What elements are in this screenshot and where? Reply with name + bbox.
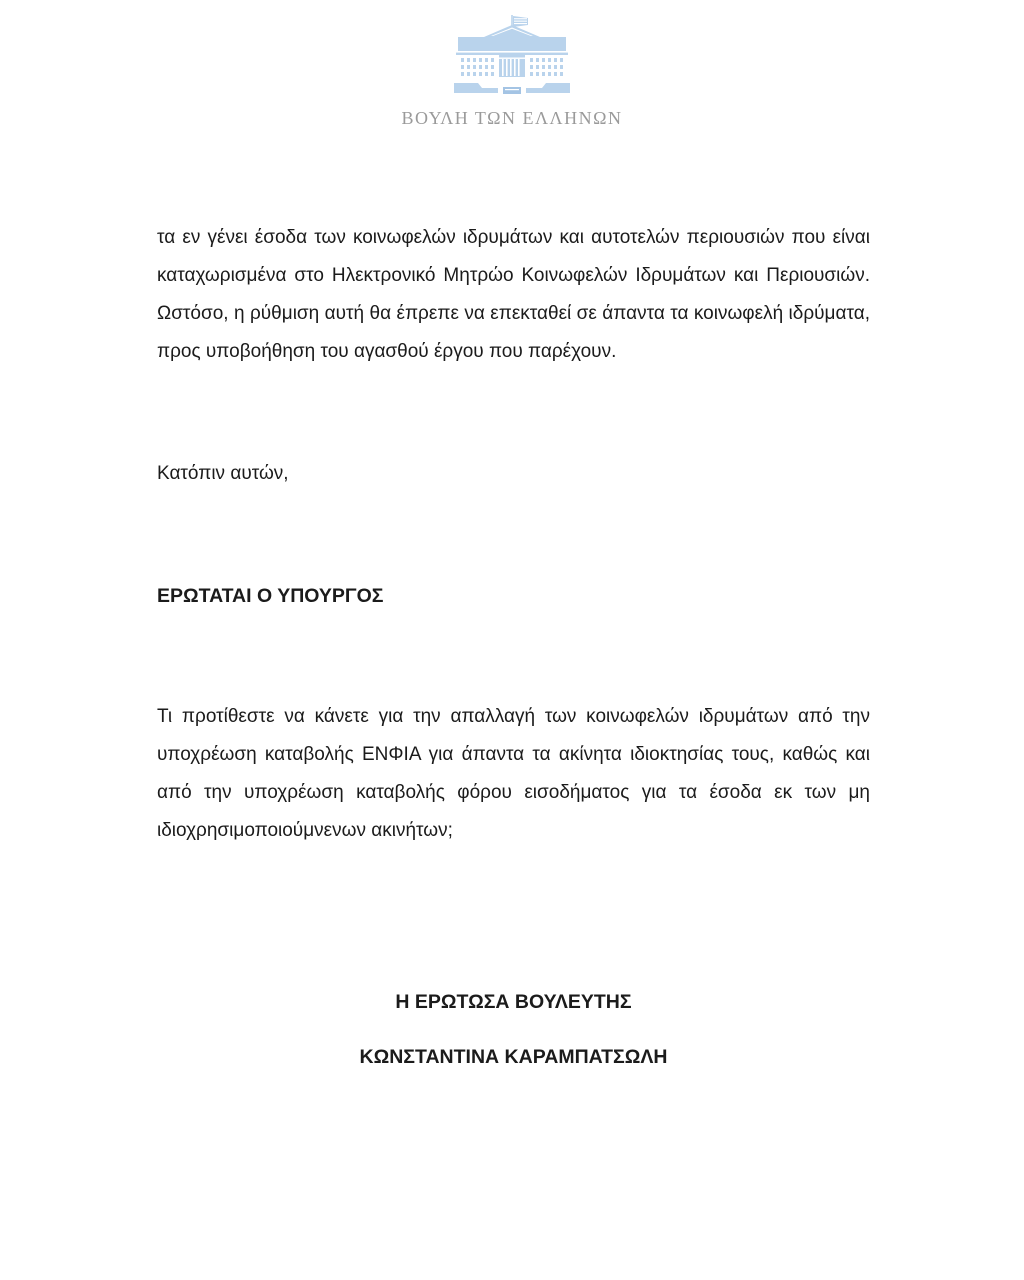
document-body	[0, 219, 1024, 1069]
paragraph-foundations-revenue: τα εν γένει έσοδα των κοινωφελών ιδρυμάτων και αυτοτελών περιουσιών που είναι καταχωρισμένα στο Ηλεκτρονικό Μητρώο Κοινωφελών Ιδρυμάτων και Περιουσιών. Ωστόσο, η ρύθμιση αυτή θα έπρεπε να επεκταθεί σε άπαντα τα κοινωφελή ιδρύματα, προς υποβοήθηση του αγασθού έργου που παρέχουν.	[157, 227, 870, 362]
lead-in-text: Κατόπιν αυτών,	[157, 463, 289, 484]
document-header	[0, 0, 1024, 129]
signature-role: Η ΕΡΩΤΩΣΑ ΒΟΥΛΕΥΤΗΣ	[395, 991, 632, 1013]
parliament-logo	[448, 15, 576, 97]
signature-name: ΚΩΝΣΤΑΝΤΙΝΑ ΚΑΡΑΜΠΑΤΣΩΛΗ	[359, 1046, 668, 1068]
parliament-building-icon	[448, 15, 576, 97]
parliament-name: ΒΟΥΛΗ ΤΩΝ ΕΛΛΗΝΩΝ	[401, 108, 623, 128]
question-heading: ΕΡΩΤΑΤΑΙ Ο ΥΠΟΥΡΓΟΣ	[157, 585, 384, 607]
question-text: Τι προτίθεστε να κάνετε για την απαλλαγή των κοινωφελών ιδρυμάτων από την υποχρέωση καταβολής ΕΝΦΙΑ για άπαντα τα ακίνητα ιδιοκτησίας τους, καθώς και από την υποχρέωση καταβολής φόρου εισοδήματος για τα έσοδα εκ των μη ιδιοχρησιμοποιούμνενων ακινήτων;	[157, 706, 870, 841]
